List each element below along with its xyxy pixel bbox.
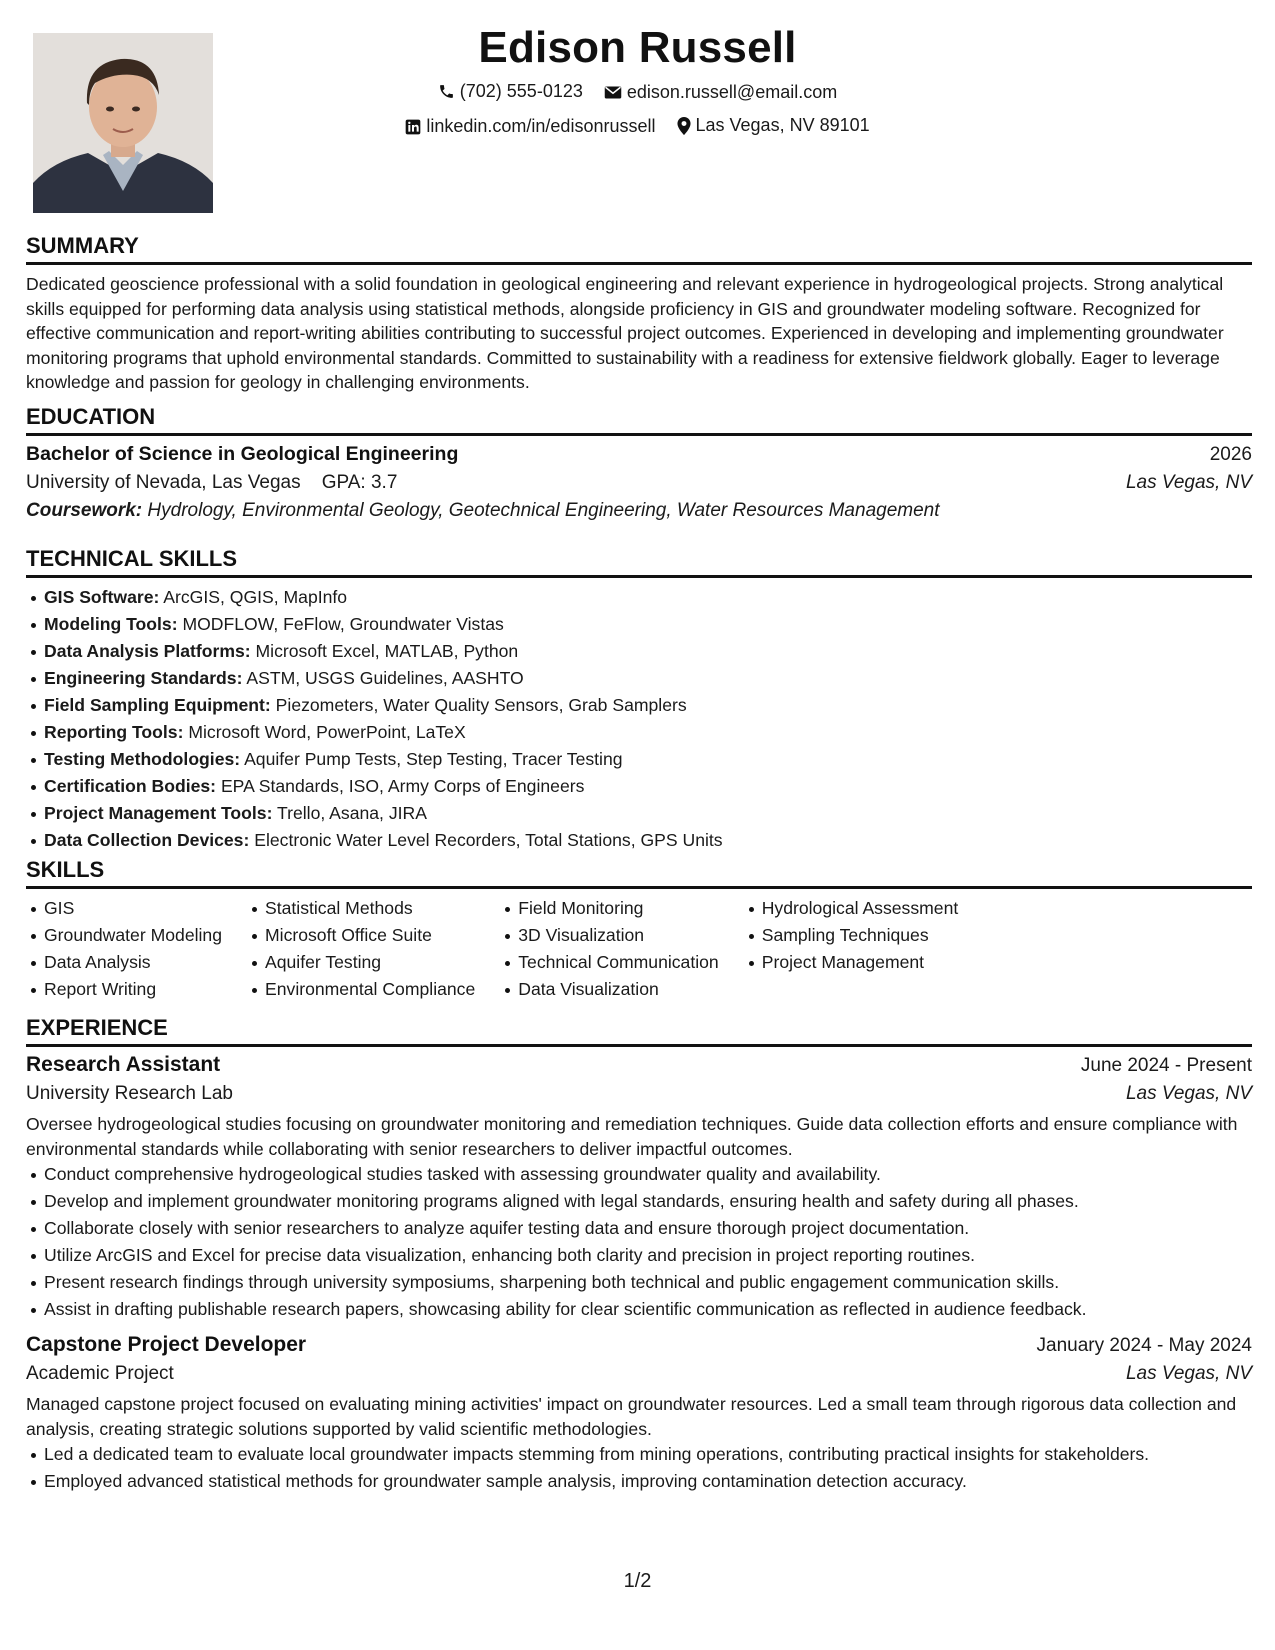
education-degree-row bbox=[26, 443, 1252, 466]
tech-skill-item bbox=[44, 800, 1252, 827]
tech-skill-value: Aquifer Pump Tests, Step Testing, Tracer Testing bbox=[244, 749, 623, 769]
job-org-row bbox=[26, 1083, 1252, 1105]
skill-item: Technical Communication bbox=[518, 949, 718, 976]
tech-skill-item bbox=[44, 665, 1252, 692]
technical-skills-heading: TECHNICAL SKILLS bbox=[26, 545, 1252, 578]
skill-item: Aquifer Testing bbox=[265, 949, 475, 976]
linkedin-item[interactable] bbox=[405, 111, 655, 142]
job-entry bbox=[26, 1333, 1252, 1495]
contact-line-1 bbox=[0, 76, 1275, 110]
job-summary: Oversee hydrogeological studies focusing on groundwater monitoring and remediation techniques. Guide data collection efforts and ensure compliance with environmental standards while collaborating with senior researchers to deliver impactful outcomes. bbox=[26, 1114, 1238, 1159]
tech-skill-value: ArcGIS, QGIS, MapInfo bbox=[163, 587, 348, 607]
experience-heading: EXPERIENCE bbox=[26, 1014, 1252, 1047]
job-bullets bbox=[26, 1161, 1252, 1323]
skills-column-4 bbox=[744, 895, 959, 1003]
tech-skill-label: GIS Software: bbox=[44, 587, 160, 607]
skill-item: Field Monitoring bbox=[518, 895, 718, 922]
tech-skill-label: Certification Bodies: bbox=[44, 776, 217, 796]
tech-skill-value: ASTM, USGS Guidelines, AASHTO bbox=[246, 668, 524, 688]
skill-item: GIS bbox=[44, 895, 222, 922]
tech-skill-item bbox=[44, 692, 1252, 719]
technical-skills-section bbox=[26, 545, 1252, 854]
tech-skill-item bbox=[44, 719, 1252, 746]
summary-text: Dedicated geoscience professional with a solid foundation in geological engineering and relevant experience in hydrogeological projects. Strong analytical skills equipped for performing data analysis using statistical methods, alongside proficiency in GIS and groundwater modeling software. Recognized for effective communication and report-writing abilities contributing to successful project outcomes. Experienced in developing and implementing groundwater monitoring programs that uphold environmental standards. Committed to sustainability with a readiness for extensive fieldwork globally. Eager to leverage knowledge and passion for geology in challenging environments. bbox=[26, 274, 1224, 392]
tech-skill-label: Testing Methodologies: bbox=[44, 749, 241, 769]
skill-item: Hydrological Assessment bbox=[762, 895, 959, 922]
tech-skill-label: Reporting Tools: bbox=[44, 722, 184, 742]
job-dates: January 2024 - May 2024 bbox=[1036, 1335, 1252, 1356]
job-org-row bbox=[26, 1363, 1252, 1385]
tech-skill-value: Piezometers, Water Quality Sensors, Grab Samplers bbox=[275, 695, 687, 715]
job-title-row bbox=[26, 1053, 1252, 1077]
phone-icon bbox=[438, 83, 455, 100]
tech-skill-label: Field Sampling Equipment: bbox=[44, 695, 271, 715]
coursework-line bbox=[26, 500, 1252, 522]
job-bullet: Utilize ArcGIS and Excel for precise data visualization, enhancing both clarity and precision in project reporting routines. bbox=[44, 1242, 1252, 1269]
tech-skill-label: Modeling Tools: bbox=[44, 614, 178, 634]
linkedin-icon bbox=[405, 119, 421, 135]
school-name: University of Nevada, Las Vegas bbox=[26, 472, 301, 493]
job-organization: University Research Lab bbox=[26, 1083, 233, 1104]
map-pin-icon bbox=[677, 117, 691, 135]
phone-item bbox=[438, 76, 583, 107]
job-bullet: Present research findings through university symposiums, sharpening both technical and public engagement communication skills. bbox=[44, 1269, 1252, 1296]
skills-column-3 bbox=[500, 895, 718, 1003]
page-number: 1/2 bbox=[623, 1570, 652, 1592]
email-text[interactable]: edison.russell@email.com bbox=[626, 82, 838, 102]
job-role: Capstone Project Developer bbox=[26, 1333, 307, 1356]
skills-column-1 bbox=[26, 895, 222, 1003]
skills-heading: SKILLS bbox=[26, 856, 1252, 889]
location-text: Las Vegas, NV 89101 bbox=[695, 115, 870, 135]
job-bullet: Led a dedicated team to evaluate local groundwater impacts stemming from mining operations, contributing practical insights for stakeholders. bbox=[44, 1441, 1252, 1468]
job-bullet: Conduct comprehensive hydrogeological studies tasked with assessing groundwater quality and availability. bbox=[44, 1161, 1252, 1188]
job-summary: Managed capstone project focused on evaluating mining activities' impact on groundwater resources. Led a small team through rigorous data collection and analysis, creating strategic solutions supported by valid scientific methodologies. bbox=[26, 1394, 1237, 1439]
education-school-row bbox=[26, 472, 1252, 494]
email-item[interactable] bbox=[604, 77, 837, 108]
skill-item: Report Writing bbox=[44, 976, 222, 1003]
skills-section bbox=[26, 856, 1252, 1003]
skill-item: Statistical Methods bbox=[265, 895, 475, 922]
education-heading: EDUCATION bbox=[26, 403, 1252, 436]
degree-title: Bachelor of Science in Geological Engineering bbox=[26, 443, 459, 465]
coursework-label: Coursework: bbox=[26, 500, 143, 521]
tech-skill-item bbox=[44, 827, 1252, 854]
skills-column-2 bbox=[247, 895, 475, 1003]
contact-line-2 bbox=[0, 110, 1275, 145]
envelope-icon bbox=[604, 85, 622, 100]
tech-skill-item bbox=[44, 638, 1252, 665]
skill-item: Microsoft Office Suite bbox=[265, 922, 475, 949]
school-location: Las Vegas, NV bbox=[1125, 472, 1252, 493]
graduation-year: 2026 bbox=[1209, 444, 1252, 465]
skill-item: Data Analysis bbox=[44, 949, 222, 976]
job-bullet: Assist in drafting publishable research papers, showcasing ability for clear scientific communication as reflected in audience feedback. bbox=[44, 1296, 1252, 1323]
linkedin-text[interactable]: linkedin.com/in/edisonrussell bbox=[426, 116, 656, 136]
job-role: Research Assistant bbox=[26, 1053, 221, 1076]
job-bullet: Develop and implement groundwater monitoring programs aligned with legal standards, ensuring health and safety during all phases. bbox=[44, 1188, 1252, 1215]
experience-section bbox=[26, 1014, 1252, 1495]
location-item bbox=[677, 110, 870, 141]
tech-skill-value: Trello, Asana, JIRA bbox=[277, 803, 427, 823]
job-title-row bbox=[26, 1333, 1252, 1357]
job-bullets bbox=[26, 1441, 1252, 1495]
tech-skill-value: MODFLOW, FeFlow, Groundwater Vistas bbox=[182, 614, 504, 634]
summary-heading: SUMMARY bbox=[26, 232, 1252, 265]
tech-skill-item bbox=[44, 773, 1252, 800]
skill-item: Project Management bbox=[762, 949, 959, 976]
tech-skill-item bbox=[44, 584, 1252, 611]
education-section bbox=[26, 403, 1252, 522]
skill-item: 3D Visualization bbox=[518, 922, 718, 949]
gpa: GPA: 3.7 bbox=[321, 472, 398, 493]
tech-skill-item bbox=[44, 746, 1252, 773]
job-organization: Academic Project bbox=[26, 1363, 174, 1384]
phone-text: (702) 555-0123 bbox=[459, 81, 583, 101]
tech-skill-label: Engineering Standards: bbox=[44, 668, 243, 688]
skill-item: Data Visualization bbox=[518, 976, 718, 1003]
skill-item: Groundwater Modeling bbox=[44, 922, 222, 949]
coursework-list: Hydrology, Environmental Geology, Geotechnical Engineering, Water Resources Management bbox=[147, 500, 940, 521]
tech-skill-label: Data Analysis Platforms: bbox=[44, 641, 251, 661]
skill-item: Environmental Compliance bbox=[265, 976, 475, 1003]
tech-skill-label: Project Management Tools: bbox=[44, 803, 273, 823]
job-bullet: Collaborate closely with senior researchers to analyze aquifer testing data and ensure thorough project documentation. bbox=[44, 1215, 1252, 1242]
resume-header bbox=[0, 20, 1275, 145]
job-location: Las Vegas, NV bbox=[1125, 1083, 1252, 1104]
tech-skill-value: EPA Standards, ISO, Army Corps of Engineers bbox=[220, 776, 585, 796]
job-bullet: Employed advanced statistical methods for groundwater sample analysis, improving contamination detection accuracy. bbox=[44, 1468, 1252, 1495]
tech-skill-value: Microsoft Excel, MATLAB, Python bbox=[255, 641, 519, 661]
job-location: Las Vegas, NV bbox=[1125, 1363, 1252, 1384]
job-entry bbox=[26, 1053, 1252, 1323]
tech-skill-value: Electronic Water Level Recorders, Total Stations, GPS Units bbox=[254, 830, 723, 850]
technical-skills-list bbox=[26, 584, 1252, 854]
tech-skill-value: Microsoft Word, PowerPoint, LaTeX bbox=[188, 722, 466, 742]
skill-item: Sampling Techniques bbox=[762, 922, 959, 949]
school-line bbox=[26, 472, 397, 494]
tech-skill-item bbox=[44, 611, 1252, 638]
candidate-name: Edison Russell bbox=[478, 23, 797, 72]
skills-columns bbox=[26, 895, 1252, 1003]
tech-skill-label: Data Collection Devices: bbox=[44, 830, 250, 850]
summary-section bbox=[26, 232, 1252, 395]
job-dates: June 2024 - Present bbox=[1080, 1055, 1252, 1076]
